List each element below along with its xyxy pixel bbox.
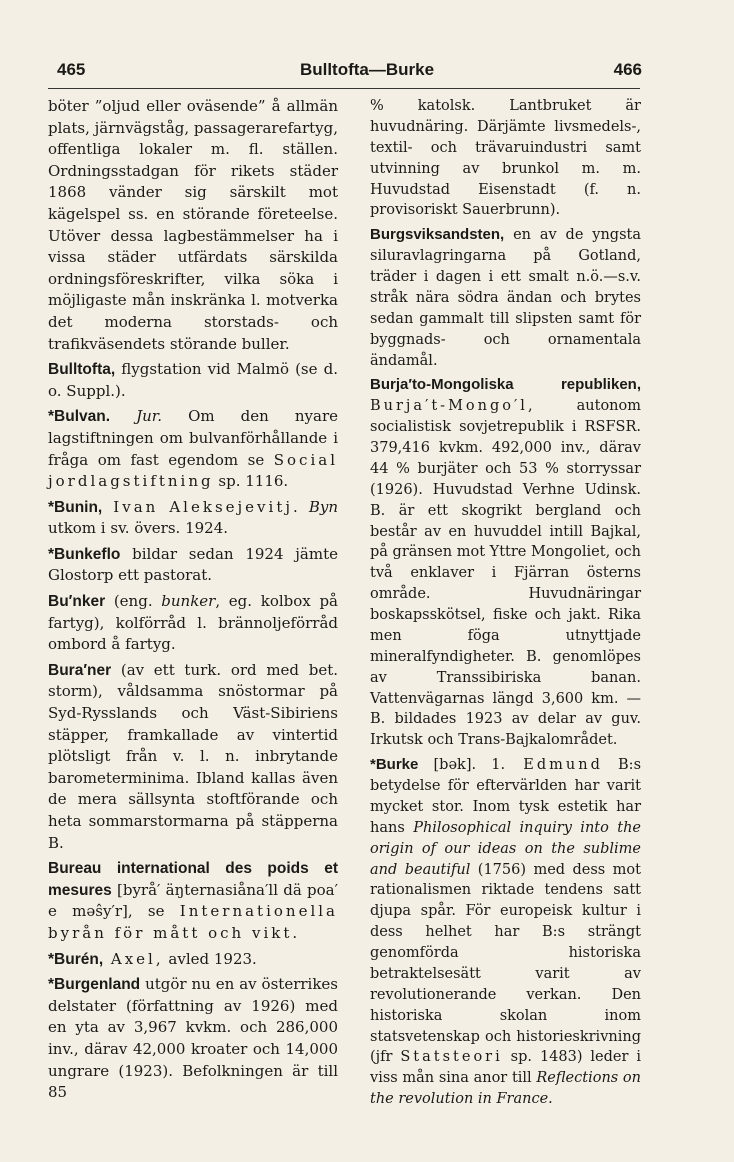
headword: *Burén, — [48, 950, 104, 968]
headword: *Bulvan. — [48, 408, 111, 426]
entry-bulltofta: Bulltofta, flygstation vid Malmö (se d. o. Suppl.). — [48, 360, 338, 400]
header-rule — [48, 88, 640, 89]
headword: *Burke — [370, 756, 419, 774]
entry-buren: *Burén, Axel, avled 1923. — [48, 949, 257, 968]
entry-bunin: *Bunin, Ivan Aleksejevitj. Byn utkom i sv. övers. 1924. — [48, 497, 338, 538]
entry-bunker: Bu′nker (eng. bunker, eg. kolbox på fartyg), kolförråd l. brännoljeförråd ombord å fartyg. — [48, 592, 339, 654]
headword: Burja′to-Mongoliska republiken, — [370, 376, 641, 394]
entry-bureau: Bureau international des poids et mesures [byrå′ äŋternasiåna′ll dä poa′ e məŝy′r], se Internationella byrån för mått och vikt. — [48, 860, 338, 942]
entry-continuation-buller: böter ”oljud eller oväsende” å allmän plats, järnvägståg, passagerarefartyg, offentliga lokaler m. fl. ställen. Ordningsstadgan för rikets städer 1868 vänder sig särskilt mot kägelspel ss. en störande företeelse. Utöver dessa lagbestämmelser ha i vissa städer utfärdats särskilda ordningsföreskrifter, vilka söka i möjligaste mån inskränka l. motverka det moderna storstads- och trafikväsendets störande buller. — [48, 97, 338, 353]
cross-reference: Internationella byrån för mått och vikt. — [48, 902, 338, 942]
headword: *Bunkeflo — [48, 545, 121, 563]
entry-burke: *Burke [bək]. 1. Edmund B:s betydelse för eftervärlden har varit mycket stor. Inom tysk estetik har hans Philosophical inquiry into the origin of our ideas on the sublime and beautiful (1756) med dess mot rationalismen riktade tendens satt djupa spår. För europeisk kultur i dess helhet har B:s strängt genomförda historiska betraktelsesätt varit av revolutionerande verkan. Den historiska skolan inom statsvetenskap och historieskrivning (jfr Statsteori sp. 1483) leder i viss mån sina anor till Reflections on the revolution in France. — [370, 756, 642, 1108]
entry-bulvan: *Bulvan. Jur. Om den nyare lagstiftningen om bulvanförhållande i fråga om fast egendom se Social jordlagstiftning sp. 1116. — [48, 407, 339, 491]
headword: *Bunin, — [48, 498, 103, 516]
entry-buraner: Bura′ner (av ett turk. ord med bet. storm), våldsamma snöstormar på Syd-Rysslands och Väst-Sibiriens stäpper, framkallade av vintertid plötsligt från v. l. n. inbrytande barometerminima. Ibland kallas även de mera sällsynta stoftförande och heta sommarstormarna på stäpperna B. — [48, 660, 338, 852]
cross-reference: Social jordlagstiftning — [48, 450, 338, 491]
entry-burjato-mongoliska: Burja′to-Mongoliska republiken, Burja′t-Mongo′l, autonom socialistisk sovjetrepublik i RSFSR. 379,416 kvkm. 492,000 inv., därav 44 % burjäter och 53 % storryssar (1926). Huvudstad Verhne Udinsk. B. är ett skogrikt bergland och består av en huvuddel intill Bajkal, på gränsen mot Yttre Mongoliet, och två enklaver i Fjärran österns område. Huvudnäringar boskapsskötsel, fiske och jakt. Rika men föga utnyttjade mineralfyndigheter. B. genomlöpes av Transsibiriska banan. Vattenvägarnas längd 3,600 km. — B. bildades 1923 av delar av guv. Irkutsk och Trans-Bajkalområdet. — [370, 376, 641, 749]
headword: *Burgenland — [48, 976, 141, 994]
work-title: Reflections on the revolution in France. — [370, 1070, 642, 1108]
page-number-left: 465 — [57, 60, 86, 79]
headword: Bulltofta, — [48, 361, 116, 379]
entry-burgenland: *Burgenland utgör nu en av österrikes delstater (författning av 1926) med en yta av 3,967 kvkm. och 286,000 inv., därav 42,000 kroater och 14,000 ungrare (1923). Befolkningen är till 85 — [48, 975, 338, 1102]
cross-reference: Statsteori — [400, 1049, 503, 1066]
page-number-right: 466 — [613, 60, 642, 79]
headword: Bura′ner — [48, 661, 112, 679]
running-head: Bulltofta—Burke — [299, 60, 435, 79]
headword: Bu′nker — [48, 593, 106, 611]
headword: Bureau international des poids et mesures — [48, 860, 338, 899]
entry-burgsviksandsten: Burgsviksandsten, en av de yngsta siluravlagringarna på Gotland, träder i dagen i ett smalt n.ö.—s.v. stråk nära södra ändan och brytes sedan gammalt till slipsten samt för byggnads- och ornamentala ändamål. — [370, 226, 641, 369]
right-column — [370, 96, 641, 1110]
entry-bunkeflo: *Bunkeflo bildar sedan 1924 jämte Glostorp ett pastorat. — [48, 544, 338, 585]
left-column — [48, 96, 338, 1104]
headword: Burgsviksandsten, — [370, 226, 505, 244]
entry-continuation-burgenland: % katolsk. Lantbruket är huvudnäring. Därjämte livsmedels-, textil- och trävaruindustri samt utvinning av brunkol m. m. Huvudstad Eisenstadt (f. n. provisoriskt Sauerbrunn). — [370, 98, 641, 219]
work-title: Philosophical inquiry into the origin of our ideas on the sublime and beautiful — [370, 819, 641, 878]
page-header — [0, 60, 734, 90]
